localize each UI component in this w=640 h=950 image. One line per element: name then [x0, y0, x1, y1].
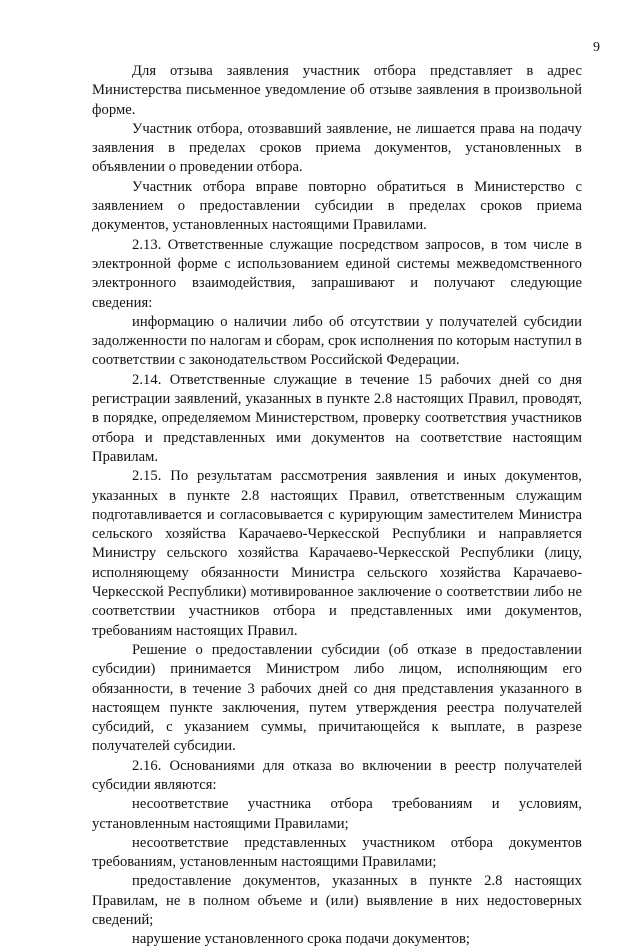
- paragraph-withdrawal-notice: Для отзыва заявления участник отбора представляет в адрес Министерства письменное уведомление об отзыве заявления в произвольной форме.: [92, 63, 582, 118]
- list-item-incomplete-documents: предоставление документов, указанных в пункте 2.8 настоящих Правилам, не в полном объеме и (или) выявление в них недостоверных сведений;: [92, 873, 582, 929]
- paragraph-2-13: 2.13. Ответственные служащие посредством запросов, в том числе в электронной форме с использованием единой системы межведомственного электронного взаимодействия, запрашивают и получают следующие сведения:: [92, 236, 582, 311]
- page-number: 9: [593, 40, 600, 55]
- paragraph-withdrawal-rights: Участник отбора, отозвавший заявление, не лишается права на подачу заявления в пределах сроков приема документов, установленных в объявлении о проведении отбора.: [92, 120, 582, 176]
- paragraph-2-14: 2.14. Ответственные служащие в течение 15 рабочих дней со дня регистрации заявлений, указанных в пункте 2.8 настоящих Правил, проводят, в порядке, определяемом Министерством, проверку соответствия участников отбора и представленных ими документов на соответствие настоящим Правилам.: [92, 371, 582, 465]
- list-item-requirements-mismatch: несоответствие участника отбора требованиям и условиям, установленным настоящими Правилами;: [92, 796, 582, 832]
- paragraph-2-16: 2.16. Основаниями для отказа во включении в реестр получателей субсидии являются:: [92, 757, 582, 793]
- paragraph-decision: Решение о предоставлении субсидии (об отказе в предоставлении субсидии) принимается Министром либо лицом, исполняющим его обязанности, в течение 3 рабочих дней со дня представления указанного в настоящем пункте заключения, путем утверждения реестра получателей субсидий, с указанием суммы, причитающейся к выплате, в разрезе получателей субсидии.: [92, 641, 582, 755]
- list-item-deadline-violation: нарушение установленного срока подачи документов;: [132, 931, 470, 948]
- list-item-documents-mismatch: несоответствие представленных участником отбора документов требованиям, установленным настоящими Правилами;: [92, 834, 582, 871]
- paragraph-2-15: 2.15. По результатам рассмотрения заявления и иных документов, указанных в пункте 2.8 настоящих Правил, ответственным служащим подготавливается и согласовывается с курирующим заместителем Министра сельского хозяйства Карачаево-Черкесской Республики и направляется Министру сельского хозяйства Карачаево-Черкесской Республики (лицу, исполняющему обязанности Министра сельского хозяйства Карачаево-Черкесской Республики) мотивированное заключение о соответствии либо не соответствии участников отбора и представленных ими документов, требованиям настоящих Правил.: [92, 468, 582, 639]
- document-body: [92, 62, 582, 950]
- paragraph-reapply: Участник отбора вправе повторно обратиться в Министерство с заявлением о предоставлении субсидии в пределах сроков приема документов, установленных настоящими Правилами.: [92, 178, 582, 234]
- paragraph-tax-info: информацию о наличии либо об отсутствии у получателей субсидии задолженности по налогам и сборам, срок исполнения по которым наступил в соответствии с законодательством Российской Федерации.: [92, 313, 582, 369]
